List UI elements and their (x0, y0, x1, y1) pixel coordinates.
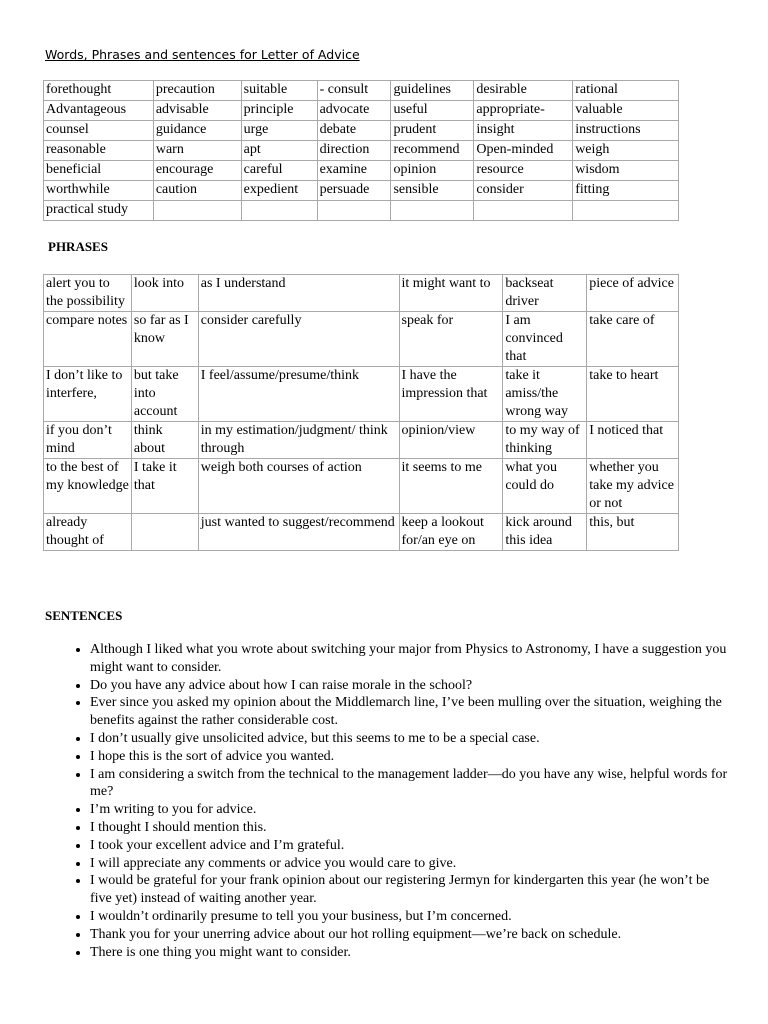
word-cell: advisable (153, 101, 241, 121)
word-cell: fitting (573, 181, 679, 201)
word-cell: urge (241, 121, 317, 141)
phrases-table (43, 274, 679, 551)
phrase-cell: I am convinced that (503, 312, 587, 367)
word-cell: prudent (391, 121, 474, 141)
phrases-row (44, 514, 679, 551)
word-cell: practical study (44, 201, 154, 221)
word-cell: guidance (153, 121, 241, 141)
word-cell: sensible (391, 181, 474, 201)
phrase-cell: keep a lookout for/an eye on (399, 514, 503, 551)
word-cell: rational (573, 81, 679, 101)
word-cell (573, 201, 679, 221)
phrase-cell: think about (131, 422, 198, 459)
sentence-item: • I’m writing to you for advice. (90, 801, 730, 819)
sentence-item: • I took your excellent advice and I’m grateful. (90, 837, 730, 855)
phrase-cell: weigh both courses of action (198, 459, 399, 514)
phrase-cell: alert you to the possibility (44, 275, 132, 312)
words-table-body (44, 81, 679, 221)
word-cell: encourage (153, 161, 241, 181)
sentence-item: • I am considering a switch from the technical to the management ladder—do you have any wise, helpful words for me? (90, 766, 730, 802)
word-cell: apt (241, 141, 317, 161)
word-cell: reasonable (44, 141, 154, 161)
phrase-cell: I have the impression that (399, 367, 503, 422)
phrase-cell: so far as I know (131, 312, 198, 367)
phrase-cell: I noticed that (587, 422, 679, 459)
sentences-list (66, 641, 730, 961)
word-cell: desirable (474, 81, 573, 101)
word-cell: debate (317, 121, 391, 141)
word-cell (241, 201, 317, 221)
phrase-cell: whether you take my advice or not (587, 459, 679, 514)
word-cell: examine (317, 161, 391, 181)
words-row (44, 161, 679, 181)
words-row (44, 181, 679, 201)
phrase-cell: it might want to (399, 275, 503, 312)
word-cell: forethought (44, 81, 154, 101)
word-cell: worthwhile (44, 181, 154, 201)
phrases-heading: PHRASES (48, 239, 108, 254)
word-cell (317, 201, 391, 221)
word-cell: persuade (317, 181, 391, 201)
word-cell: - consult (317, 81, 391, 101)
phrase-cell: it seems to me (399, 459, 503, 514)
phrase-cell: kick around this idea (503, 514, 587, 551)
word-cell (153, 201, 241, 221)
phrase-cell: take it amiss/the wrong way (503, 367, 587, 422)
word-cell: resource (474, 161, 573, 181)
sentence-item: • Thank you for your unerring advice about our hot rolling equipment—we’re back on schedule. (90, 926, 730, 944)
word-cell: consider (474, 181, 573, 201)
phrases-row (44, 275, 679, 312)
words-row (44, 141, 679, 161)
phrase-cell (131, 514, 198, 551)
sentence-item: • I would be grateful for your frank opinion about our registering Jermyn for kindergarten this year (he won’t be five yet) instead of waiting another year. (90, 872, 730, 908)
phrases-row (44, 367, 679, 422)
phrase-cell: compare notes (44, 312, 132, 367)
phrase-cell: take to heart (587, 367, 679, 422)
phrase-cell: in my estimation/judgment/ think through (198, 422, 399, 459)
word-cell: suitable (241, 81, 317, 101)
phrases-row (44, 422, 679, 459)
phrase-cell: I don’t like to interfere, (44, 367, 132, 422)
phrase-cell: just wanted to suggest/recommend (198, 514, 399, 551)
phrase-cell: piece of advice (587, 275, 679, 312)
sentence-item: • I will appreciate any comments or advice you would care to give. (90, 855, 730, 873)
word-cell: advocate (317, 101, 391, 121)
phrase-cell: to my way of thinking (503, 422, 587, 459)
phrase-cell: consider carefully (198, 312, 399, 367)
word-cell: direction (317, 141, 391, 161)
word-cell: recommend (391, 141, 474, 161)
word-cell: guidelines (391, 81, 474, 101)
sentence-item: • I don’t usually give unsolicited advice, but this seems to me to be a special case. (90, 730, 730, 748)
phrase-cell: if you don’t mind (44, 422, 132, 459)
word-cell: Open-minded (474, 141, 573, 161)
phrase-cell: to the best of my knowledge (44, 459, 132, 514)
word-cell: insight (474, 121, 573, 141)
word-cell: useful (391, 101, 474, 121)
word-cell: careful (241, 161, 317, 181)
word-cell: appropriate- (474, 101, 573, 121)
sentence-item: • Although I liked what you wrote about switching your major from Physics to Astronomy, I have a suggestion you might want to consider. (90, 641, 730, 677)
phrase-cell: but take into account (131, 367, 198, 422)
page-title: Words, Phrases and sentences for Letter of Advice (45, 47, 360, 62)
words-row (44, 81, 679, 101)
words-row (44, 201, 679, 221)
phrases-row (44, 459, 679, 514)
phrase-cell: look into (131, 275, 198, 312)
phrases-table-body (44, 275, 679, 551)
word-cell: wisdom (573, 161, 679, 181)
word-cell: opinion (391, 161, 474, 181)
sentences-heading: SENTENCES (45, 608, 123, 623)
phrase-cell: opinion/view (399, 422, 503, 459)
word-cell: Advantageous (44, 101, 154, 121)
sentence-item: • I hope this is the sort of advice you wanted. (90, 748, 730, 766)
phrase-cell: already thought of (44, 514, 132, 551)
word-cell: principle (241, 101, 317, 121)
words-table (43, 80, 679, 221)
phrase-cell: speak for (399, 312, 503, 367)
word-cell: beneficial (44, 161, 154, 181)
sentence-item: • There is one thing you might want to consider. (90, 944, 730, 962)
word-cell: valuable (573, 101, 679, 121)
phrases-row (44, 312, 679, 367)
phrase-cell: what you could do (503, 459, 587, 514)
word-cell: warn (153, 141, 241, 161)
word-cell: precaution (153, 81, 241, 101)
word-cell: weigh (573, 141, 679, 161)
word-cell: expedient (241, 181, 317, 201)
sentence-item: • I wouldn’t ordinarily presume to tell you your business, but I’m concerned. (90, 908, 730, 926)
sentence-item: • I thought I should mention this. (90, 819, 730, 837)
sentence-item: • Ever since you asked my opinion about the Middlemarch line, I’ve been mulling over the situation, weighing the benefits against the rather considerable cost. (90, 694, 730, 730)
phrase-cell: as I understand (198, 275, 399, 312)
word-cell (474, 201, 573, 221)
words-row (44, 101, 679, 121)
word-cell (391, 201, 474, 221)
sentence-item: • Do you have any advice about how I can raise morale in the school? (90, 677, 730, 695)
phrase-cell: I feel/assume/presume/think (198, 367, 399, 422)
words-row (44, 121, 679, 141)
word-cell: counsel (44, 121, 154, 141)
phrase-cell: this, but (587, 514, 679, 551)
phrase-cell: take care of (587, 312, 679, 367)
phrase-cell: backseat driver (503, 275, 587, 312)
word-cell: caution (153, 181, 241, 201)
word-cell: instructions (573, 121, 679, 141)
phrase-cell: I take it that (131, 459, 198, 514)
